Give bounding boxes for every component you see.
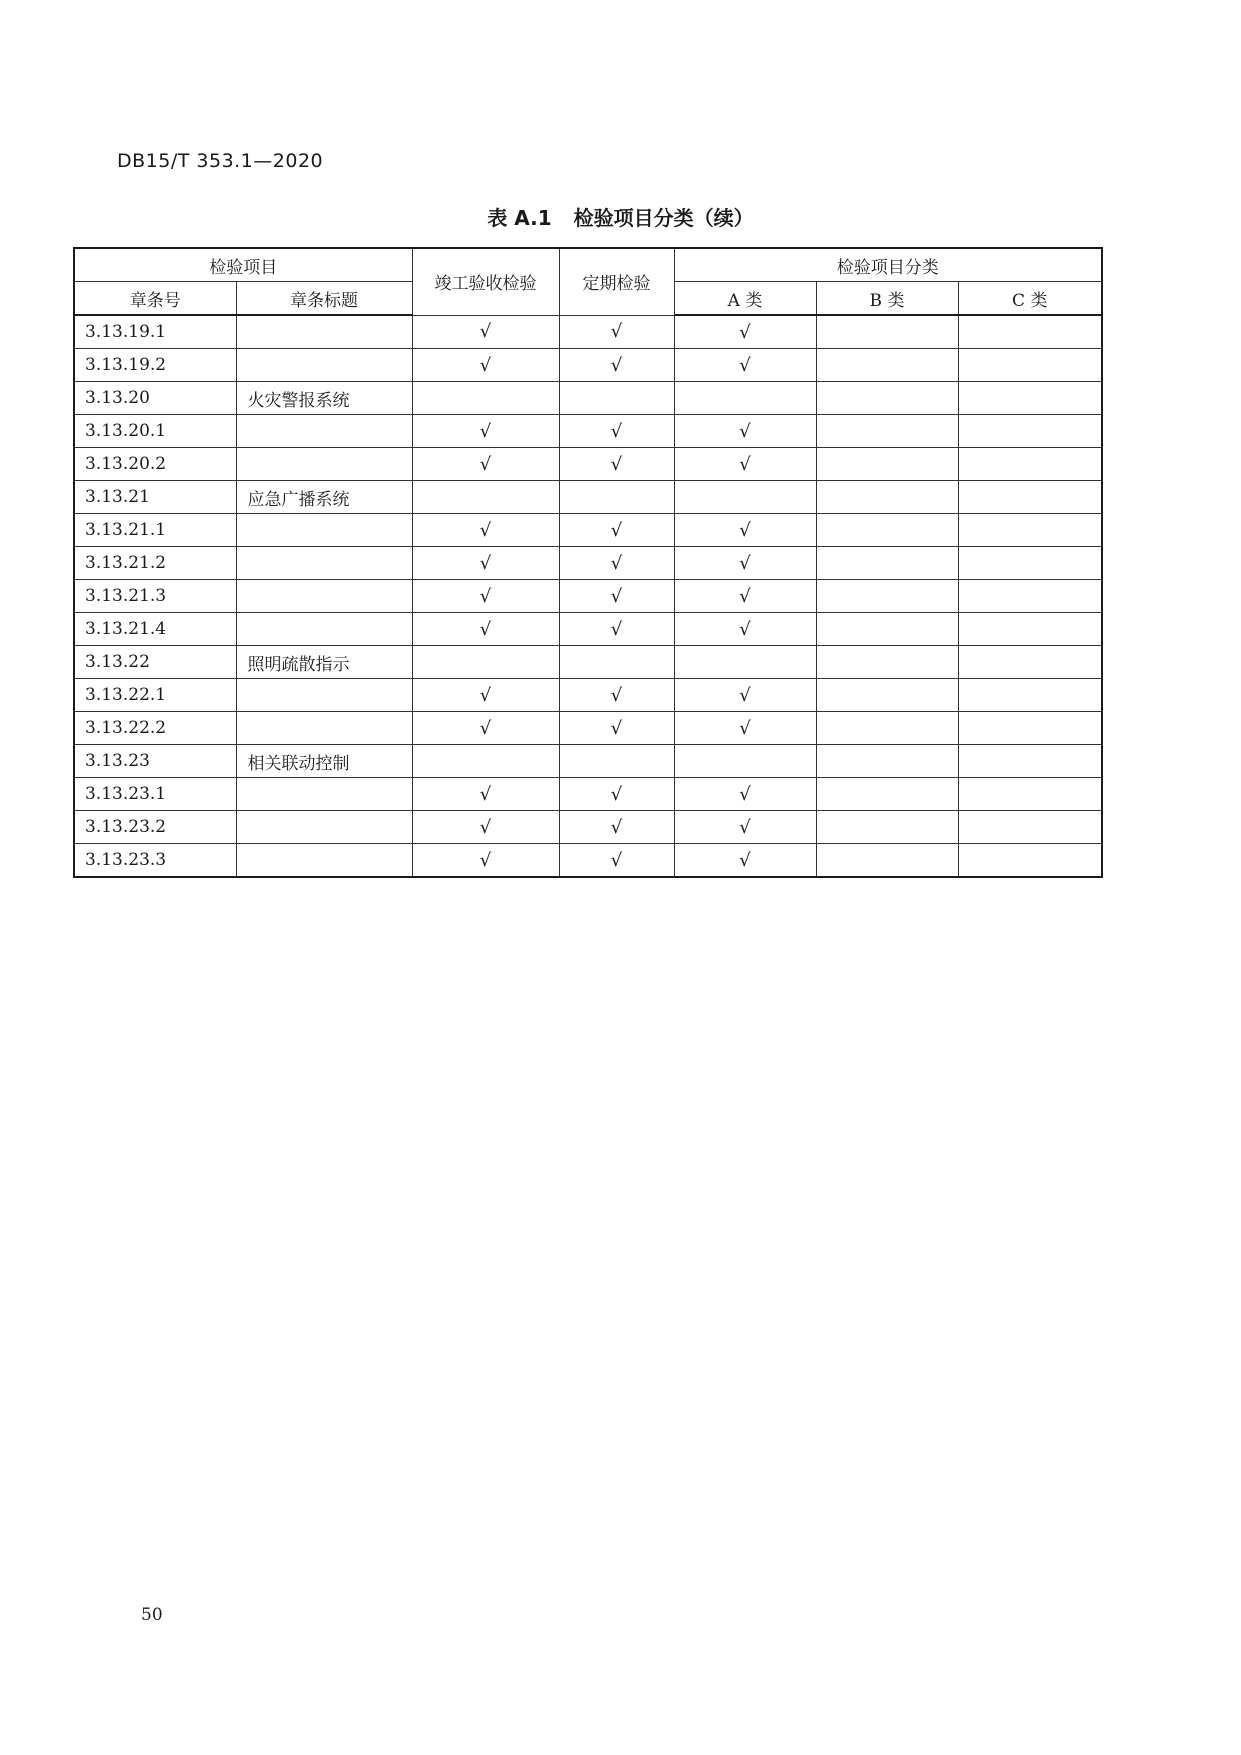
table-row bbox=[74, 514, 1102, 547]
cell-clause-number: 3.13.22.1 bbox=[74, 679, 236, 712]
table-row bbox=[74, 448, 1102, 481]
cell-clause-title bbox=[236, 349, 412, 382]
cell-clause-title bbox=[236, 679, 412, 712]
cell-class-a-check bbox=[674, 745, 816, 778]
cell-class-a-check: √ bbox=[674, 349, 816, 382]
cell-clause-number: 3.13.21.3 bbox=[74, 580, 236, 613]
cell-clause-title bbox=[236, 448, 412, 481]
cell-class-b-check bbox=[816, 778, 958, 811]
cell-class-b-check bbox=[816, 745, 958, 778]
cell-clause-title bbox=[236, 811, 412, 844]
cell-clause-number: 3.13.23.3 bbox=[74, 844, 236, 878]
cell-class-c-check bbox=[958, 349, 1102, 382]
cell-class-c-check bbox=[958, 415, 1102, 448]
table-header bbox=[74, 248, 1102, 315]
cell-class-a-check: √ bbox=[674, 514, 816, 547]
cell-periodic-check: √ bbox=[559, 415, 674, 448]
cell-completion-check bbox=[412, 745, 559, 778]
cell-class-a-check: √ bbox=[674, 712, 816, 745]
cell-clause-title bbox=[236, 580, 412, 613]
table-caption bbox=[0, 202, 1241, 231]
cell-class-b-check bbox=[816, 481, 958, 514]
cell-clause-number: 3.13.23.2 bbox=[74, 811, 236, 844]
cell-clause-title bbox=[236, 844, 412, 878]
cell-clause-number: 3.13.23.1 bbox=[74, 778, 236, 811]
header-completion-inspection: 竣工验收检验 bbox=[412, 248, 559, 315]
table-row bbox=[74, 580, 1102, 613]
cell-class-a-check: √ bbox=[674, 811, 816, 844]
cell-clause-number: 3.13.20.1 bbox=[74, 415, 236, 448]
table-caption-title: 检验项目分类（续） bbox=[573, 206, 754, 230]
document-code: DB15/T 353.1—2020 bbox=[117, 150, 324, 172]
cell-periodic-check: √ bbox=[559, 448, 674, 481]
cell-class-b-check bbox=[816, 580, 958, 613]
cell-class-b-check bbox=[816, 844, 958, 878]
cell-class-a-check: √ bbox=[674, 448, 816, 481]
cell-class-b-check bbox=[816, 547, 958, 580]
table-caption-label: 表 A.1 bbox=[487, 206, 552, 230]
cell-clause-number: 3.13.19.2 bbox=[74, 349, 236, 382]
cell-periodic-check: √ bbox=[559, 811, 674, 844]
page-number: 50 bbox=[141, 1605, 163, 1625]
cell-class-a-check: √ bbox=[674, 844, 816, 878]
table-row bbox=[74, 844, 1102, 878]
cell-completion-check: √ bbox=[412, 415, 559, 448]
cell-class-c-check bbox=[958, 778, 1102, 811]
cell-completion-check bbox=[412, 382, 559, 415]
table-row bbox=[74, 811, 1102, 844]
cell-clause-title: 照明疏散指示 bbox=[236, 646, 412, 679]
cell-class-a-check: √ bbox=[674, 613, 816, 646]
header-class-b: B 类 bbox=[816, 282, 958, 316]
table-row bbox=[74, 349, 1102, 382]
cell-periodic-check bbox=[559, 646, 674, 679]
cell-completion-check: √ bbox=[412, 547, 559, 580]
cell-class-b-check bbox=[816, 415, 958, 448]
cell-periodic-check: √ bbox=[559, 349, 674, 382]
cell-class-b-check bbox=[816, 349, 958, 382]
cell-class-c-check bbox=[958, 481, 1102, 514]
cell-completion-check: √ bbox=[412, 315, 559, 349]
cell-class-c-check bbox=[958, 580, 1102, 613]
cell-class-c-check bbox=[958, 382, 1102, 415]
cell-clause-number: 3.13.20 bbox=[74, 382, 236, 415]
cell-completion-check: √ bbox=[412, 811, 559, 844]
cell-periodic-check: √ bbox=[559, 679, 674, 712]
cell-clause-title: 火灾警报系统 bbox=[236, 382, 412, 415]
cell-class-a-check: √ bbox=[674, 580, 816, 613]
cell-clause-number: 3.13.21.1 bbox=[74, 514, 236, 547]
table-row bbox=[74, 646, 1102, 679]
cell-class-a-check bbox=[674, 646, 816, 679]
cell-clause-title: 相关联动控制 bbox=[236, 745, 412, 778]
cell-completion-check: √ bbox=[412, 448, 559, 481]
cell-periodic-check: √ bbox=[559, 778, 674, 811]
header-inspection-items: 检验项目 bbox=[74, 248, 412, 282]
cell-periodic-check: √ bbox=[559, 580, 674, 613]
cell-class-b-check bbox=[816, 315, 958, 349]
cell-clause-number: 3.13.23 bbox=[74, 745, 236, 778]
cell-class-a-check: √ bbox=[674, 547, 816, 580]
cell-class-a-check bbox=[674, 481, 816, 514]
table-row bbox=[74, 613, 1102, 646]
table-body bbox=[74, 315, 1102, 877]
cell-completion-check: √ bbox=[412, 844, 559, 878]
cell-periodic-check bbox=[559, 745, 674, 778]
cell-clause-title bbox=[236, 778, 412, 811]
header-row-1 bbox=[74, 248, 1102, 282]
cell-class-c-check bbox=[958, 514, 1102, 547]
cell-periodic-check bbox=[559, 481, 674, 514]
cell-completion-check: √ bbox=[412, 580, 559, 613]
cell-class-b-check bbox=[816, 382, 958, 415]
cell-periodic-check: √ bbox=[559, 315, 674, 349]
cell-periodic-check: √ bbox=[559, 613, 674, 646]
cell-class-b-check bbox=[816, 679, 958, 712]
cell-completion-check: √ bbox=[412, 514, 559, 547]
cell-clause-number: 3.13.22.2 bbox=[74, 712, 236, 745]
cell-periodic-check: √ bbox=[559, 712, 674, 745]
cell-class-b-check bbox=[816, 712, 958, 745]
cell-class-c-check bbox=[958, 712, 1102, 745]
cell-class-a-check bbox=[674, 382, 816, 415]
cell-class-a-check: √ bbox=[674, 778, 816, 811]
table-row bbox=[74, 778, 1102, 811]
header-classification: 检验项目分类 bbox=[674, 248, 1102, 282]
cell-clause-title: 应急广播系统 bbox=[236, 481, 412, 514]
cell-clause-number: 3.13.22 bbox=[74, 646, 236, 679]
cell-class-c-check bbox=[958, 679, 1102, 712]
cell-clause-number: 3.13.20.2 bbox=[74, 448, 236, 481]
table-row bbox=[74, 415, 1102, 448]
header-clause-title: 章条标题 bbox=[236, 282, 412, 316]
cell-periodic-check: √ bbox=[559, 514, 674, 547]
cell-class-c-check bbox=[958, 315, 1102, 349]
cell-completion-check: √ bbox=[412, 679, 559, 712]
cell-completion-check: √ bbox=[412, 613, 559, 646]
cell-class-c-check bbox=[958, 547, 1102, 580]
cell-clause-number: 3.13.19.1 bbox=[74, 315, 236, 349]
header-class-a: A 类 bbox=[674, 282, 816, 316]
cell-clause-number: 3.13.21.2 bbox=[74, 547, 236, 580]
cell-class-c-check bbox=[958, 745, 1102, 778]
cell-class-b-check bbox=[816, 514, 958, 547]
cell-class-a-check: √ bbox=[674, 679, 816, 712]
table-row bbox=[74, 679, 1102, 712]
inspection-classification-table bbox=[73, 247, 1103, 878]
table-row bbox=[74, 745, 1102, 778]
table-row bbox=[74, 481, 1102, 514]
cell-class-c-check bbox=[958, 646, 1102, 679]
cell-periodic-check: √ bbox=[559, 547, 674, 580]
table-row bbox=[74, 382, 1102, 415]
cell-class-b-check bbox=[816, 613, 958, 646]
cell-class-c-check bbox=[958, 613, 1102, 646]
cell-class-c-check bbox=[958, 811, 1102, 844]
cell-clause-title bbox=[236, 712, 412, 745]
table-row bbox=[74, 315, 1102, 349]
cell-class-b-check bbox=[816, 448, 958, 481]
cell-class-c-check bbox=[958, 448, 1102, 481]
cell-clause-number: 3.13.21 bbox=[74, 481, 236, 514]
cell-clause-title bbox=[236, 547, 412, 580]
cell-completion-check: √ bbox=[412, 349, 559, 382]
cell-class-b-check bbox=[816, 646, 958, 679]
cell-class-a-check: √ bbox=[674, 315, 816, 349]
header-periodic-inspection: 定期检验 bbox=[559, 248, 674, 315]
cell-clause-number: 3.13.21.4 bbox=[74, 613, 236, 646]
cell-completion-check bbox=[412, 646, 559, 679]
table-row bbox=[74, 712, 1102, 745]
cell-periodic-check bbox=[559, 382, 674, 415]
cell-class-a-check: √ bbox=[674, 415, 816, 448]
header-clause-number: 章条号 bbox=[74, 282, 236, 316]
cell-completion-check: √ bbox=[412, 712, 559, 745]
cell-completion-check: √ bbox=[412, 778, 559, 811]
cell-completion-check bbox=[412, 481, 559, 514]
cell-periodic-check: √ bbox=[559, 844, 674, 878]
cell-clause-title bbox=[236, 613, 412, 646]
cell-class-c-check bbox=[958, 844, 1102, 878]
cell-clause-title bbox=[236, 315, 412, 349]
header-class-c: C 类 bbox=[958, 282, 1102, 316]
table-row bbox=[74, 547, 1102, 580]
cell-clause-title bbox=[236, 514, 412, 547]
cell-clause-title bbox=[236, 415, 412, 448]
cell-class-b-check bbox=[816, 811, 958, 844]
